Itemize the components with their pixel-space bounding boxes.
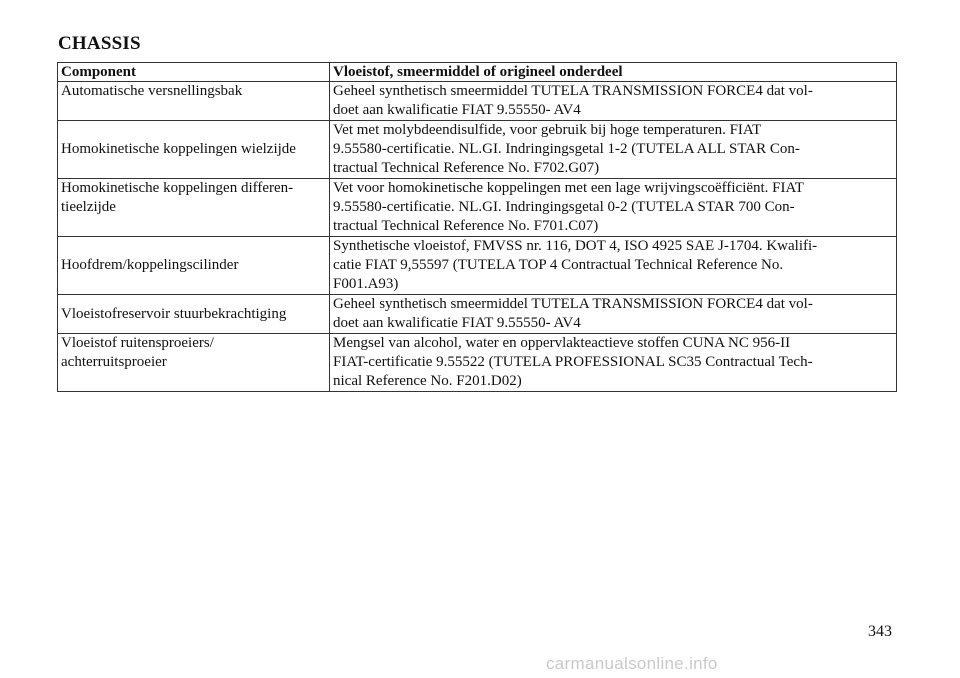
table-row bbox=[58, 237, 897, 295]
spec-cell: Mengsel van alcohol, water en oppervlakteactieve stoffen CUNA NC 956-II FIAT-certificatie 9.55522 (TUTELA PROFESSIONAL SC35 Contractual Tech- nical Reference No. F201.D02) bbox=[330, 334, 897, 392]
page-number: 343 bbox=[868, 623, 892, 640]
table-row bbox=[58, 121, 897, 179]
section-title: CHASSIS bbox=[58, 33, 141, 54]
spec-cell: Vet met molybdeendisulfide, voor gebruik bij hoge temperaturen. FIAT 9.55580-certificatie. NL.GI. Indringingsgetal 1-2 (TUTELA ALL STAR Con- tractual Technical Reference No. F702.G07) bbox=[330, 121, 897, 179]
spec-cell: Synthetische vloeistof, FMVSS nr. 116, DOT 4, ISO 4925 SAE J-1704. Kwalifi- catie FIAT 9,55597 (TUTELA TOP 4 Contractual Technical Reference No. F001.A93) bbox=[330, 237, 897, 295]
component-cell: Automatische versnellingsbak bbox=[58, 82, 330, 121]
table-row bbox=[58, 334, 897, 392]
column-header-spec: Vloeistof, smeermiddel of origineel onderdeel bbox=[330, 63, 897, 82]
column-header-component: Component bbox=[58, 63, 330, 82]
component-cell: Vloeistofreservoir stuurbekrachtiging bbox=[58, 295, 330, 334]
table-row bbox=[58, 179, 897, 237]
table-row bbox=[58, 295, 897, 334]
watermark: carmanualsonline.info bbox=[546, 654, 718, 673]
table-row bbox=[58, 82, 897, 121]
fluids-table bbox=[57, 62, 897, 392]
spec-cell: Vet voor homokinetische koppelingen met een lage wrijvingscoëfficiënt. FIAT 9.55580-certificatie. NL.GI. Indringingsgetal 0-2 (TUTELA STAR 700 Con- tractual Technical Reference No. F701.C07) bbox=[330, 179, 897, 237]
component-cell: Homokinetische koppelingen differen- tieelzijde bbox=[58, 179, 330, 237]
table-header-row bbox=[58, 63, 897, 82]
spec-cell: Geheel synthetisch smeermiddel TUTELA TRANSMISSION FORCE4 dat vol- doet aan kwalificatie FIAT 9.55550- AV4 bbox=[330, 295, 897, 334]
component-cell: Hoofdrem/koppelingscilinder bbox=[58, 237, 330, 295]
component-cell: Homokinetische koppelingen wielzijde bbox=[58, 121, 330, 179]
component-cell: Vloeistof ruitensproeiers/ achterruitsproeier bbox=[58, 334, 330, 392]
spec-cell: Geheel synthetisch smeermiddel TUTELA TRANSMISSION FORCE4 dat vol- doet aan kwalificatie FIAT 9.55550- AV4 bbox=[330, 82, 897, 121]
